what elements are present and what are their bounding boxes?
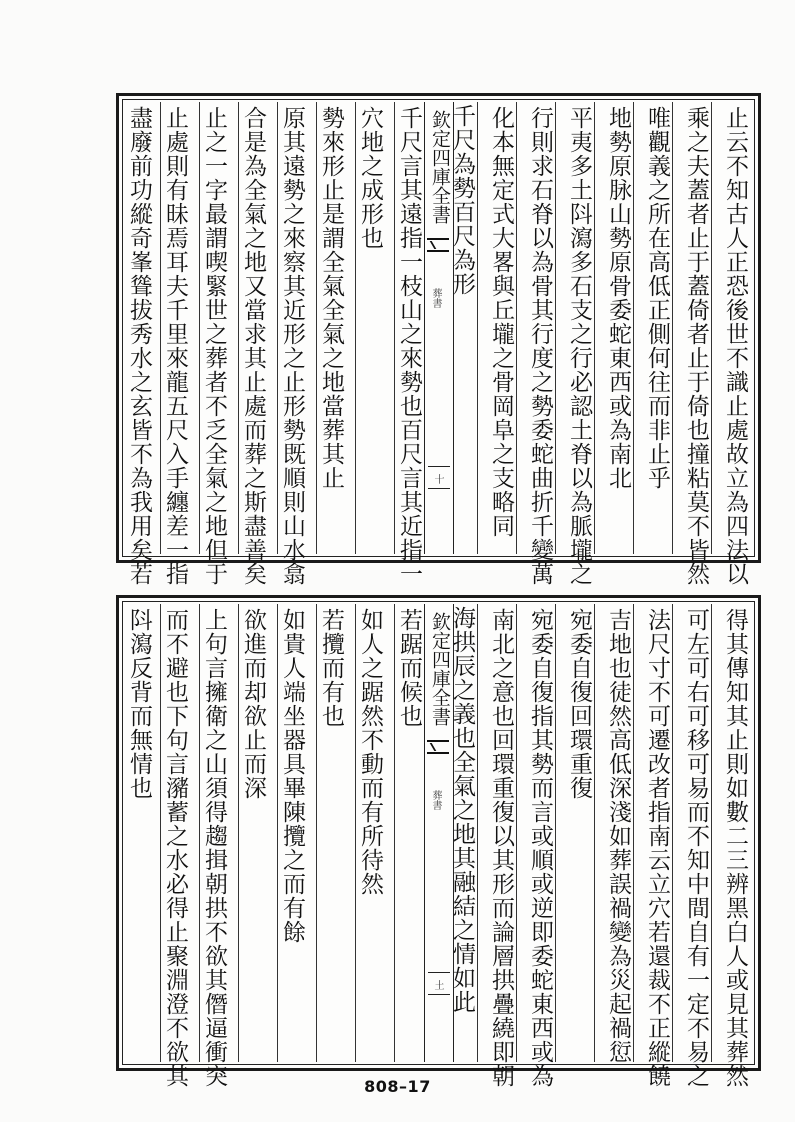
centre-title: 欽定四庫全書 <box>429 612 451 726</box>
text-column: 穴地之成形也 <box>357 106 383 250</box>
text-column: 法尺寸不可遷改者指南云立穴若還裁不正縱饒 <box>644 608 670 1088</box>
text-column: 行則求石脊以為骨其行度之勢委蛇曲折千變萬 <box>527 106 553 586</box>
text-column: 吉地也徒然高低深淺如葬誤禍變為災起禍愆 <box>605 608 631 1064</box>
text-column: 上句言擁衛之山須得趨揖朝拱不欲其僭逼衝突 <box>201 608 227 1088</box>
text-column: 阧瀉反背而無情也 <box>126 608 152 800</box>
text-column: 勢來形止是謂全氣全氣之地當葬其止 <box>318 106 344 490</box>
leaf-number: 土 <box>432 980 443 990</box>
centre-divider <box>428 488 450 489</box>
text-column: 原其遠勢之來察其近形之止形勢既順則山水翕 <box>279 106 305 586</box>
text-column: 盡廢前功縱奇峯聳拔秀水之玄皆不為我用矣若 <box>126 106 152 586</box>
text-column: 千尺言其遠指一枝山之來勢也百尺言其近指一 <box>396 106 422 586</box>
text-column: 欲進而却欲止而深 <box>240 608 266 800</box>
leaf-number: 十 <box>432 474 443 484</box>
text-column: 止云不知古人正恐後世不識止處故立為四法以 <box>722 106 748 586</box>
text-column: 止處則有昧焉耳夫千里來龍五尺入手纏差一指 <box>162 106 188 586</box>
text-column: 地勢原脉山勢原骨委蛇東西或為南北 <box>605 106 631 490</box>
text-column: 得其傳知其止則如數二三辨黑白人或見其葬然 <box>722 608 748 1088</box>
centre-subtitle: 葬書 <box>430 790 441 810</box>
text-column: 宛委自復回環重復 <box>566 608 592 800</box>
text-column: 宛委自復指其勢而言或順或逆即委蛇東西或為 <box>527 608 553 1088</box>
text-column: 唯觀義之所在高低正側何往而非止乎 <box>644 106 670 490</box>
text-column: 化本無定式大畧與丘壠之骨岡阜之支略同 <box>488 106 514 538</box>
text-column: 若踞而候也 <box>396 608 422 728</box>
centre-subtitle: 葬書 <box>430 288 441 308</box>
text-column: 合是為全氣之地又當求其止處而葬之斯盡善矣 <box>240 106 266 586</box>
text-column: 止之一字最謂喫緊世之葬者不乏全氣之地但于 <box>201 106 227 586</box>
text-column: 千尺為勢百尺為形 <box>449 104 475 296</box>
text-column: 如貴人端坐器具畢陳攬之而有餘 <box>279 608 305 944</box>
page-panel-top <box>116 93 761 586</box>
page-number: 808–17 <box>364 1077 431 1096</box>
text-column: 海拱辰之義也全氣之地其融結之情如此 <box>449 606 475 1014</box>
text-column: 可左可右可移可易而不知中間自有一定不易之 <box>683 608 709 1088</box>
text-column: 平夷多土阧瀉多石支之行必認土脊以為脈壠之 <box>566 106 592 586</box>
text-column: 如人之踞然不動而有所待然 <box>357 608 383 896</box>
centre-divider <box>428 466 450 467</box>
text-column: 南北之意也回環重復以其形而論層拱疊繞即朝 <box>488 608 514 1088</box>
text-column: 而不避也下句言瀦蓄之水必得止聚淵澄不欲其 <box>162 608 188 1088</box>
centre-title: 欽定四庫全書 <box>429 110 451 224</box>
text-column: 若攬而有也 <box>318 608 344 728</box>
text-column: 乘之夫蓋者止于蓋倚者止于倚也撞粘莫不皆然 <box>683 106 709 586</box>
